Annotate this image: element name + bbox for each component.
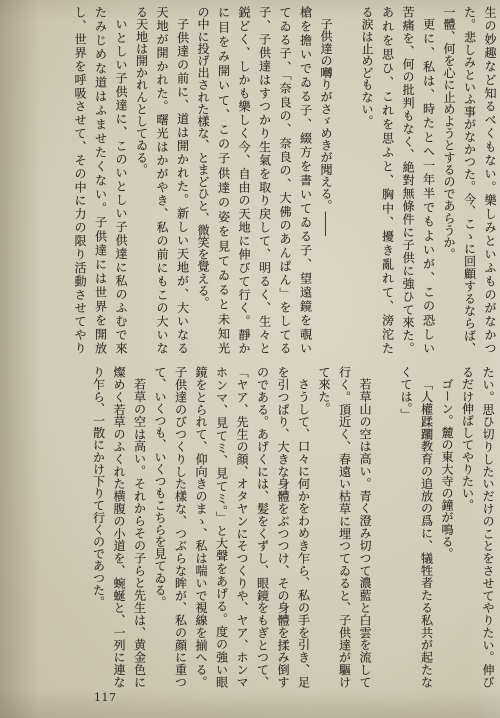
text-column: 生の妙趣など知るべくもない。樂しみといふものがなかつ [483, 6, 497, 354]
text-column: てゐる子、「奈良の、奈良の、大佛のあんぱん」をしてる [278, 6, 292, 354]
text-column: たみじめな道はふませたくない。子供達には世界を開放 [93, 6, 108, 354]
blank-column [375, 366, 396, 688]
text-column: し、世界を呼吸させて、その中に力の限り活動させてやり [73, 6, 87, 354]
text-column: たい。思ひ切りしたいだけのことをさせてやりたい。伸び [481, 366, 495, 688]
text-column: 子供達の囀りがさゞめきが聞える。―― [319, 18, 333, 236]
text-column: に目をみ開いて、この子供達の姿を見てゐると未知光 [216, 6, 231, 354]
text-column: 若草山の空は高い。青く澄み切つて濃藍と白雲を流して [358, 378, 372, 688]
text-column: あれを思ひ、これを思ふと、胸中、擾き亂れて、滂沱た [380, 6, 395, 354]
blank-column [336, 6, 357, 354]
text-column: 子供達の前に、道は開かれた。新しい天地が、大いなる [175, 18, 190, 354]
text-column: 更に、私は、時たとへ一年半でもよいが、この恐しい [421, 18, 436, 354]
text-column: 槍を擔いでゐる子、綴方を書いてゐる子、望遠鏡を覗い [298, 6, 313, 354]
text-column: 天地が開かれた。曙光はかがやき、私の前にもこの大いな [155, 6, 169, 354]
text-column: て來た。 [317, 366, 331, 415]
text-column: て、いくつも、いくつもこちらを見てゐる。 [153, 366, 167, 608]
text-column: ホンマ、見てミ、見てミ。」と大聲をあげる。度の強い眼 [214, 366, 229, 688]
text-column: 燦めく若草のふくれた横腹の小道を、蜿蜒と、一列に連な [112, 366, 126, 688]
text-column: くては。」 [399, 366, 413, 421]
text-column: 鏡をとられて、仰向きのまゝ、私は喘いで視線を揃へる。 [194, 366, 208, 688]
text-column: り乍ら、一散にかけ下りて行くのであつた。 [91, 366, 106, 608]
text-column: 子、子供達はすつかり生氣を取り戻して、明るく、生々と [257, 6, 272, 354]
lower-tier [88, 366, 498, 688]
text-column: 若草の空は高い。それからその子らと先生は、黄金色に [132, 378, 147, 688]
text-column: るだけ伸ばしてやりたい。 [460, 366, 475, 512]
text-column: のである。あげくには、髪をくずし、眼鏡をもぎとつて、 [255, 366, 270, 688]
text-column: ゴーン。麓の東大寺の鐘が鳴る。 [440, 378, 454, 560]
text-column: の中に投げ出された樣な、とまどひと、微笑を覺える。 [196, 6, 210, 309]
text-column: 「ヤア、先生の顔、オタヤンにそつくりや、ヤア、ホンマ [235, 366, 249, 688]
text-column: 苦痛を、何の批判もなく、絶對無條件に子供に強ひて來た。 [401, 6, 415, 354]
text-column: 鋭どく、しかも樂しく今、自由の天地に伸びて行く。靜か [237, 6, 251, 354]
text-column: 行く。頂近く、春遠い枯草に埋つてゐると、子供達が驅け [337, 366, 352, 688]
text-column: 「人權蹂躙教育の追放の爲に、犠牲者たる私共が起たな [419, 378, 434, 688]
text-column: いとしい子供達に、このいとしい子供達に私のふむで來 [114, 18, 128, 354]
page-number: 117 [94, 691, 117, 704]
text-column: を引つぱり、大きな身體をぶつつけ、その身體を揉み倒す [276, 366, 290, 688]
text-column: る天地は開かれんとしてゐる。 [134, 6, 149, 176]
text-column: 一體、何を心に止めようとするのであらうか。 [442, 6, 456, 261]
upper-tier [69, 6, 500, 354]
text-column: た。悲しみといふ事がなかつた。今、こゝに回顧するならば、 [462, 6, 477, 354]
text-column: 子供達のびつくりした樣な、つぶらな眸が、私の顔に重つ [173, 366, 188, 688]
text-column: る涙は止めどもない。 [360, 6, 374, 127]
text-column: さうして、口々に何かをわめき乍ら、私の手を引き、足 [296, 378, 311, 688]
